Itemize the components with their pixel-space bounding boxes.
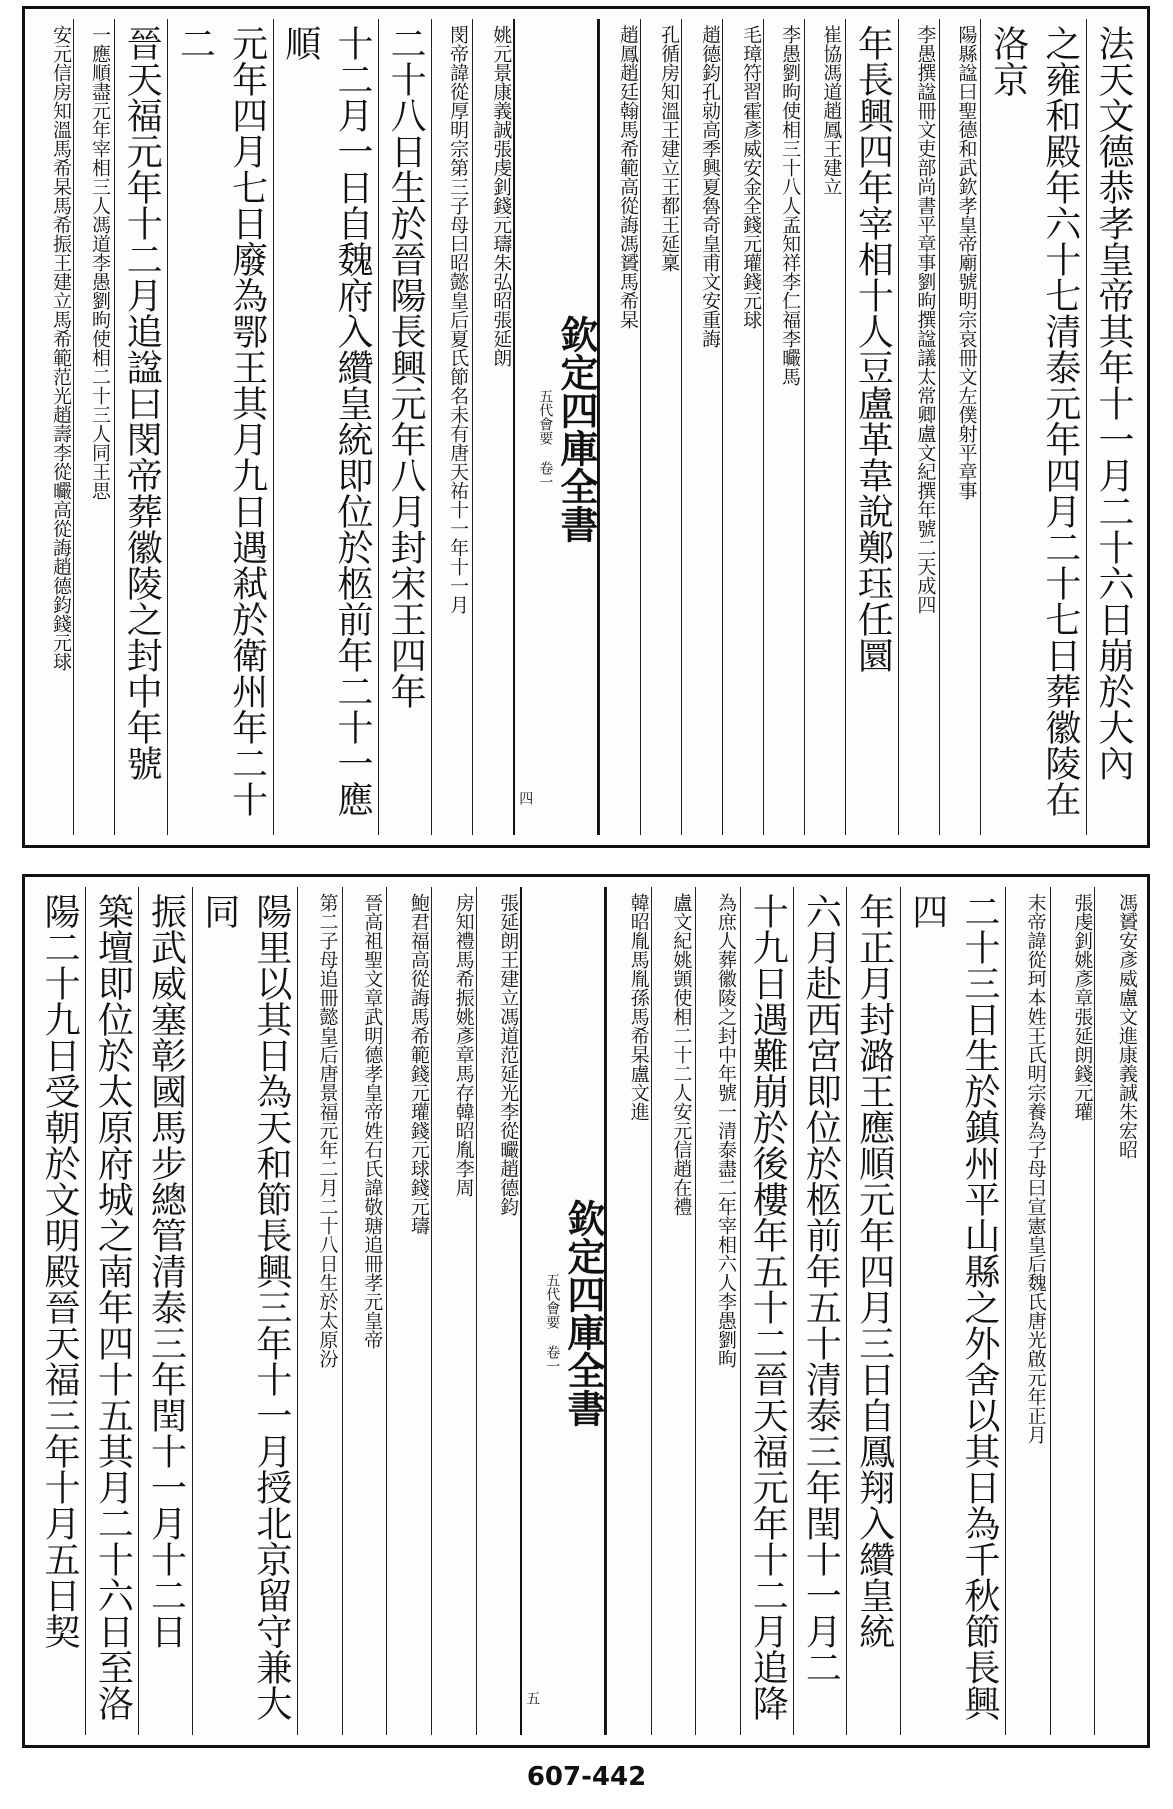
text-column: 陽里以其日為天和節長興三年十一月授北京留守兼大同 [192, 887, 297, 1735]
annotation-column: 馮贇安彥威盧文進康義誠朱宏昭 [1094, 887, 1139, 1735]
text-column: 晉高祖聖文章武明德孝皇帝姓石氏諱敬瑭追冊孝元皇帝 [342, 887, 387, 1735]
text-column: 振武威塞彰國馬步總管清泰三年閏十一月十二日 [138, 887, 191, 1735]
text-column: 末帝諱從珂本姓王氏明宗養為子母曰宣憲皇后魏氏唐光啟元年正月 [1005, 887, 1050, 1735]
top-page-columns [33, 19, 1139, 835]
text-column: 李愚劉昫使相三十八人孟知祥李仁福李曮馬 [763, 19, 804, 835]
text-column: 閔帝諱從厚明宗第三子母曰昭懿皇后夏氏節名未有唐天祐十一年十一月 [431, 19, 472, 835]
annotation-column: 毛璋符習霍彥威安金全錢元瓘錢元球 [722, 19, 763, 835]
leaf-number: 四 [517, 791, 534, 805]
leaf-number: 五 [524, 1691, 541, 1705]
bottom-page [22, 874, 1150, 1748]
text-column: 盧文紀姚顗使相二十二人安元信趙在禮 [651, 887, 696, 1735]
text-column: 年長興四年宰相十人豆盧革韋說鄭珏任圜 [845, 19, 898, 835]
annotation-column: 韓昭胤馬胤孫馬希杲盧文進 [606, 887, 651, 1735]
text-column: 六月赴西宮即位於柩前年五十清泰三年閏十一月二 [793, 887, 846, 1735]
page-number: 607-442 [526, 1762, 647, 1792]
annotation-column: 姚元景康義誠張虔釗錢元璹朱弘昭張延朗 [472, 19, 513, 835]
book-title: 欽定四庫全書 [561, 1199, 607, 1427]
text-column: 之雍和殿年六十七清泰元年四月二十七日葬徽陵在洛京 [980, 19, 1085, 835]
text-column: 法天文德恭孝皇帝其年十一月二十六日崩於大內 [1086, 19, 1139, 835]
volume-label: 五代會要 卷一 [537, 389, 554, 489]
text-column: 陽二十九日受朝於文明殿晉天福三年十月五日契 [39, 893, 81, 1649]
book-title: 欽定四庫全書 [554, 315, 599, 543]
text-column: 十九日遇難崩於後樓年五十二晉天福元年十二月追降 [740, 887, 793, 1735]
annotation-column: 孔循房知溫王建立王都王延稟 [640, 19, 681, 835]
annotation-column: 崔協馮道趙鳳王建立 [804, 19, 845, 835]
text-column: 陽縣諡曰聖德和武欽孝皇帝廟號明宗哀冊文左僕射平章事 [939, 19, 980, 835]
text-column: 二十八日生於晉陽長興元年八月封宋王四年 [378, 19, 431, 835]
annotation-column: 張虔釗姚彥章張延朗錢元瓘 [1050, 887, 1095, 1735]
text-column: 為庶人葬徽陵之封中年號一清泰盡二年宰相六人李愚劉昫 [695, 887, 740, 1735]
text-column: 年正月封潞王應順元年四月三日自鳳翔入纘皇統 [846, 887, 899, 1735]
text-column: 第二子母追冊懿皇后唐景福元年二月二十八日生於太原汾 [297, 887, 342, 1735]
annotation-column: 趙德鈞孔勍高季興夏魯奇皇甫文安重誨 [681, 19, 722, 835]
text-column: 築壇即位於太原府城之南年四十五其月二十六日至洛 [85, 887, 138, 1735]
annotation-column: 張延朗王建立馮道范延光李從曮趙德鈞 [476, 887, 521, 1735]
bottom-page-columns [33, 887, 1139, 1735]
text-column: 二十三日生於鎮州平山縣之外舍以其日為千秋節長興四 [900, 887, 1005, 1735]
center-margin [520, 887, 606, 1735]
center-margin [513, 19, 599, 835]
text-column: 元年四月七日廢為鄂王其月九日遇弒於衛州年二十二 [167, 19, 272, 835]
text-column: 十二月一日自魏府入纘皇統即位於柩前年二十一應順 [273, 19, 378, 835]
annotation-column: 趙鳳趙廷翰馬希範高從誨馮贇馬希杲 [599, 19, 640, 835]
volume-label: 五代會要 卷一 [544, 1273, 561, 1373]
annotation-column: 安元信房知溫馬希杲馬希振王建立馬希範范光趙壽李從曮高從誨趙德鈞錢元球 [49, 25, 72, 671]
top-page [22, 6, 1150, 848]
annotation-column: 鮑君福高從誨馬希範錢元瓘錢元球錢元璹 [386, 887, 431, 1735]
text-column: 李愚撰諡冊文吏部尚書平章事劉昫撰諡議太常卿盧文紀撰年號二天成四 [898, 19, 939, 835]
text-column: 晉天福元年十二月追諡曰閔帝葬徽陵之封中年號 [114, 19, 167, 835]
text-column: 一應順盡元年宰相三人馮道李愚劉昫使相二十三人同王思 [73, 19, 114, 835]
annotation-column: 房知禮馬希振姚彥章馬存韓昭胤李周 [431, 887, 476, 1735]
